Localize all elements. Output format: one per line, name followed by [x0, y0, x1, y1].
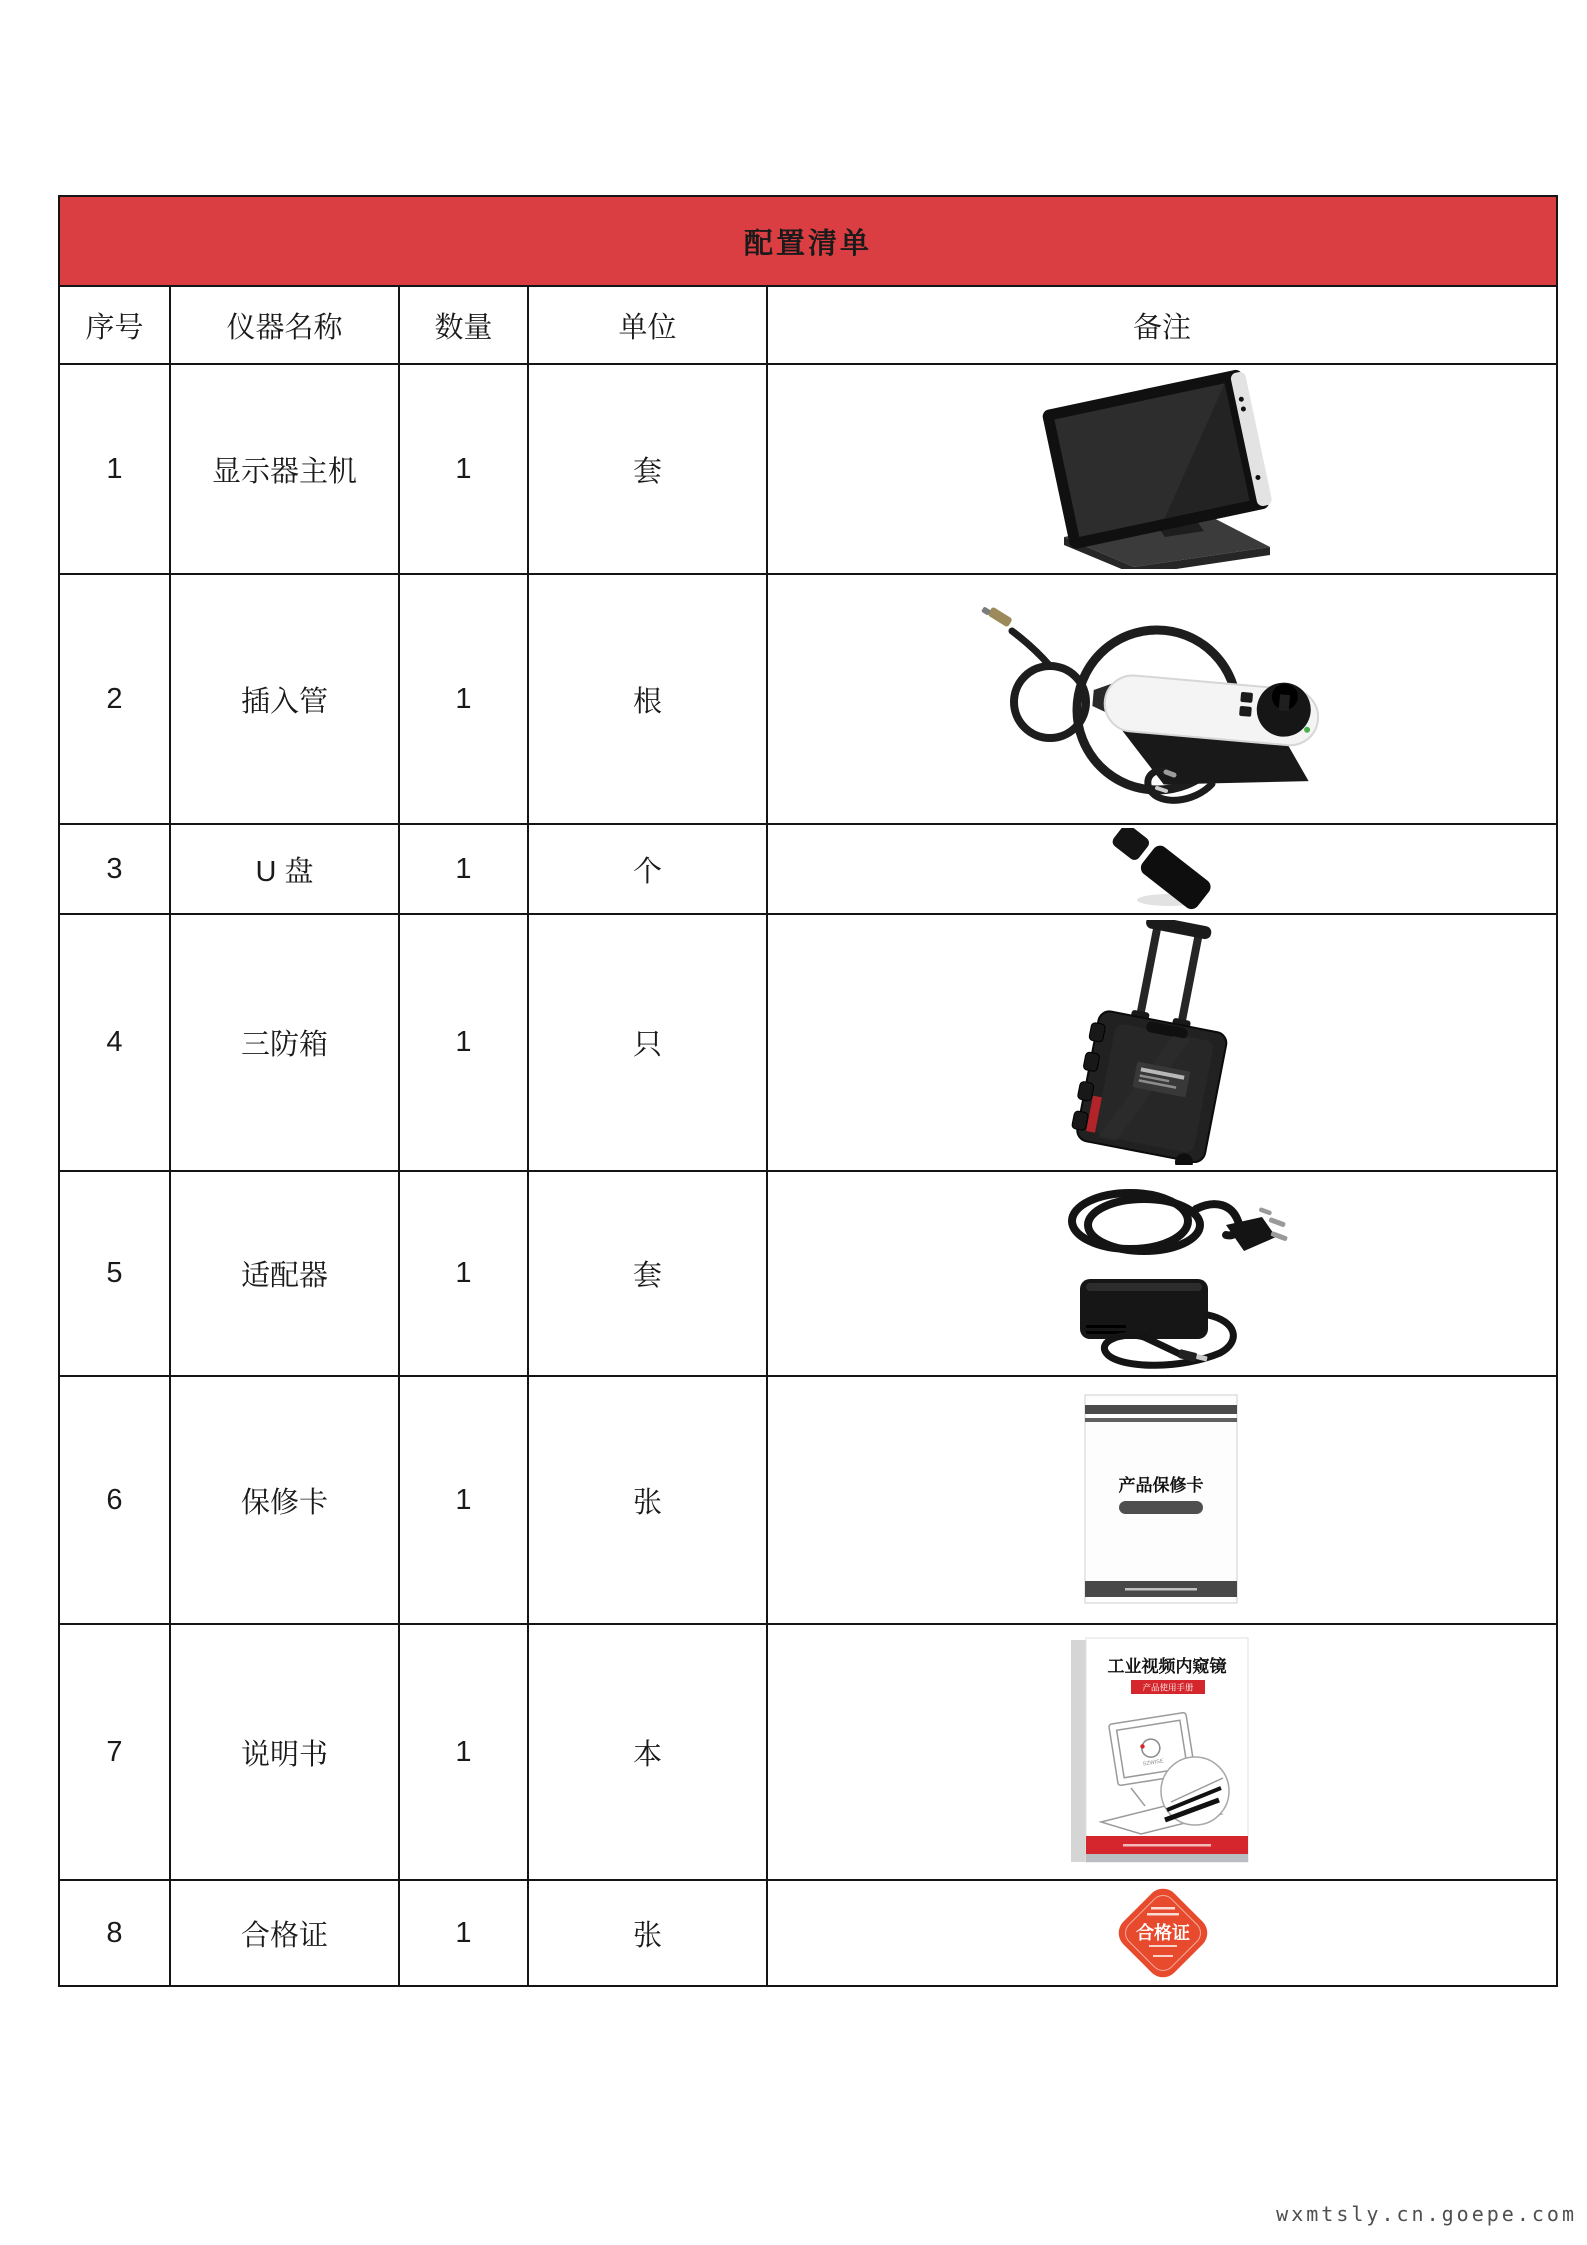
col-header-unit: 单位	[528, 286, 767, 364]
row-name: 适配器	[170, 1171, 399, 1376]
row-unit: 本	[528, 1624, 767, 1880]
configuration-table	[58, 195, 1558, 1987]
remark-cell	[767, 1880, 1557, 1986]
row-index: 6	[59, 1376, 170, 1624]
row-qty: 1	[399, 1880, 528, 1986]
remark-cell	[767, 914, 1557, 1171]
row-name: 保修卡	[170, 1376, 399, 1624]
row-index: 8	[59, 1880, 170, 1986]
table-row	[59, 364, 1557, 574]
manual-logo: SZWISE	[1142, 1758, 1165, 1768]
power-adapter-image	[1032, 1175, 1292, 1373]
row-index: 7	[59, 1624, 170, 1880]
watermark-text: wxmtsly.cn.goepe.com	[1276, 2202, 1577, 2226]
row-index: 5	[59, 1171, 170, 1376]
certificate-badge-image	[1107, 1881, 1217, 1985]
row-name: U 盘	[170, 824, 399, 914]
remark-cell	[767, 574, 1557, 824]
row-unit: 张	[528, 1376, 767, 1624]
table-title: 配置清单	[59, 196, 1557, 286]
col-header-remark: 备注	[767, 286, 1557, 364]
col-header-qty: 数量	[399, 286, 528, 364]
manual-cover-image	[1071, 1636, 1253, 1868]
row-unit: 套	[528, 1171, 767, 1376]
remark-cell	[767, 1624, 1557, 1880]
trolley-case-image	[1042, 920, 1282, 1165]
remark-cell	[767, 824, 1557, 914]
table-row	[59, 914, 1557, 1171]
warranty-card-image	[1081, 1393, 1243, 1607]
remark-cell	[767, 364, 1557, 574]
table-row	[59, 1376, 1557, 1624]
col-header-name: 仪器名称	[170, 286, 399, 364]
usb-drive-image	[1087, 828, 1237, 910]
endoscope-image	[952, 590, 1372, 808]
row-name: 合格证	[170, 1880, 399, 1986]
row-unit: 张	[528, 1880, 767, 1986]
row-qty: 1	[399, 914, 528, 1171]
table-row	[59, 1171, 1557, 1376]
row-index: 2	[59, 574, 170, 824]
table-row	[59, 1880, 1557, 1986]
row-unit: 只	[528, 914, 767, 1171]
row-index: 1	[59, 364, 170, 574]
manual-title: 工业视频内窥镜	[1107, 1657, 1227, 1676]
row-index: 4	[59, 914, 170, 1171]
row-index: 3	[59, 824, 170, 914]
row-unit: 个	[528, 824, 767, 914]
certificate-label: 合格证	[1136, 1923, 1190, 1943]
col-header-index: 序号	[59, 286, 170, 364]
table-row	[59, 824, 1557, 914]
table-title-row	[59, 196, 1557, 286]
row-name: 插入管	[170, 574, 399, 824]
manual-badge: 产品使用手册	[1142, 1682, 1194, 1693]
table-row	[59, 574, 1557, 824]
row-qty: 1	[399, 1624, 528, 1880]
table-header-row	[59, 286, 1557, 364]
monitor-image	[1002, 369, 1322, 569]
row-qty: 1	[399, 364, 528, 574]
table-row	[59, 1624, 1557, 1880]
warranty-card-title: 产品保修卡	[1118, 1476, 1204, 1495]
row-name: 显示器主机	[170, 364, 399, 574]
row-qty: 1	[399, 1376, 528, 1624]
row-name: 说明书	[170, 1624, 399, 1880]
row-unit: 根	[528, 574, 767, 824]
row-qty: 1	[399, 1171, 528, 1376]
remark-cell	[767, 1376, 1557, 1624]
row-qty: 1	[399, 574, 528, 824]
remark-cell	[767, 1171, 1557, 1376]
row-qty: 1	[399, 824, 528, 914]
row-unit: 套	[528, 364, 767, 574]
row-name: 三防箱	[170, 914, 399, 1171]
